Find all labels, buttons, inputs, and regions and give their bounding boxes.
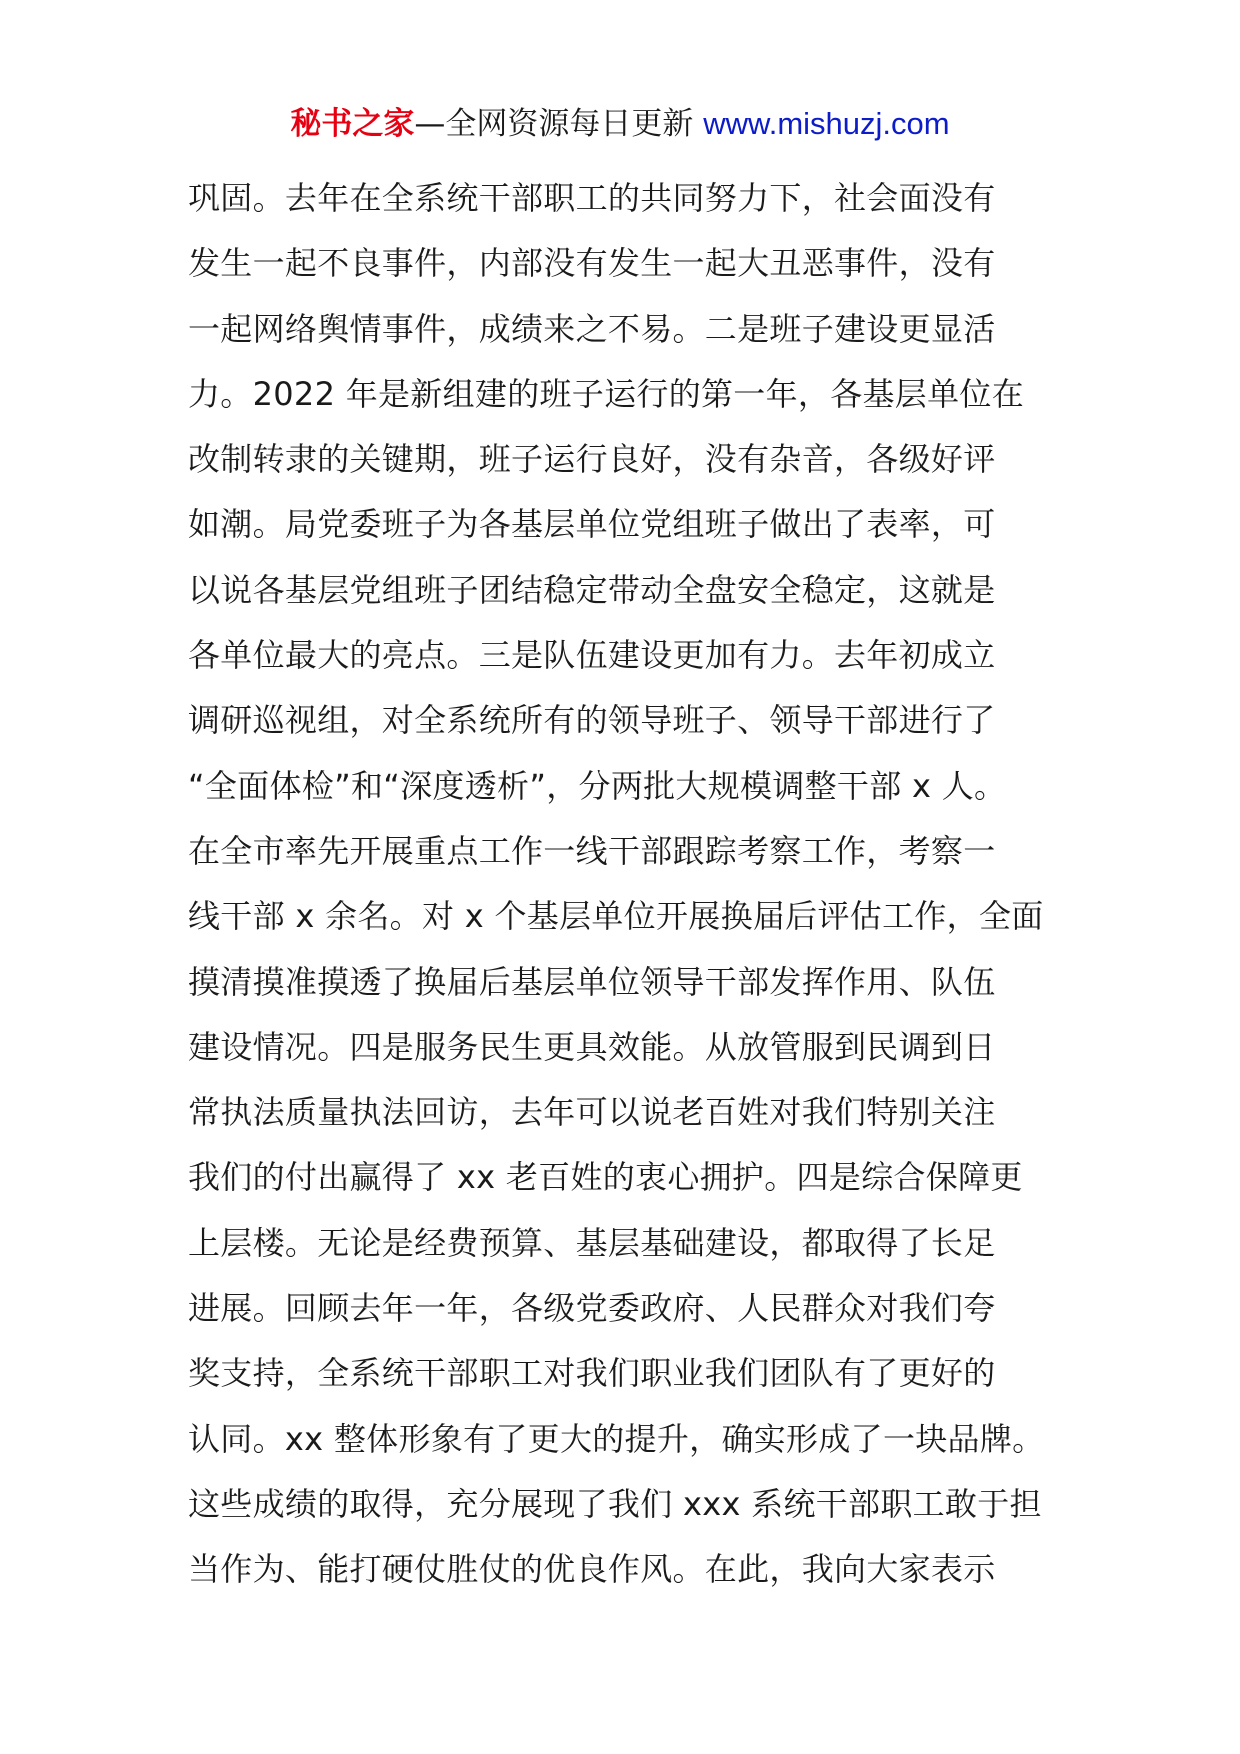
text-line: 调研巡视组，对全系统所有的领导班子、领导干部进行了 [188,701,996,740]
text-line: 改制转隶的关键期，班子运行良好，没有杂音，各级好评 [188,440,996,479]
text-line: 巩固。去年在全系统干部职工的共同努力下，社会面没有 [188,179,996,217]
site-brand: 秘书之家 [290,106,415,142]
site-url-link[interactable]: www.mishuzj.com [703,106,950,141]
text-line: 奖支持，全系统干部职工对我们职业我们团队有了更好的 [188,1354,996,1393]
text-line: “全面体检”和“深度透析”，分两批大规模调整干部 x 人。 [188,766,1007,805]
text-line: 我们的付出赢得了 xx 老百姓的衷心拥护。四是综合保障更 [188,1158,1023,1197]
document-body [188,166,1088,1603]
text-line: 摸清摸准摸透了换届后基层单位领导干部发挥作用、队伍 [188,962,996,1001]
text-line: 以说各基层党组班子团结稳定带动全盘安全稳定，这就是 [188,570,996,609]
text-line: 各单位最大的亮点。三是队伍建设更加有力。去年初成立 [188,636,996,675]
text-line: 在全市率先开展重点工作一线干部跟踪考察工作，考察一 [188,831,996,870]
text-line: 进展。回顾去年一年，各级党委政府、人民群众对我们夸 [188,1289,996,1328]
text-line: 一起网络舆情事件，成绩来之不易。二是班子建设更显活 [188,309,996,348]
text-line: 发生一起不良事件，内部没有发生一起大丑恶事件，没有 [188,244,996,283]
text-line: 线干部 x 余名。对 x 个基层单位开展换届后评估工作，全面 [188,897,1044,936]
page-header [0,104,1240,144]
text-line: 上层楼。无论是经费预算、基层基础建设，都取得了长足 [188,1223,996,1262]
text-line: 常执法质量执法回访，去年可以说老百姓对我们特别关注 [188,1093,996,1132]
text-line: 如潮。局党委班子为各基层单位党组班子做出了表率，可 [188,505,996,544]
site-tagline: —全网资源每日更新 [414,106,704,142]
text-line: 这些成绩的取得，充分展现了我们 xxx 系统干部职工敢于担 [188,1484,1042,1523]
text-line: 建设情况。四是服务民生更具效能。从放管服到民调到日 [188,1027,996,1066]
text-line: 认同。xx 整体形象有了更大的提升，确实形成了一块品牌。 [188,1419,1045,1458]
text-line: 当作为、能打硬仗胜仗的优良作风。在此，我向大家表示 [188,1550,996,1589]
text-line: 力。2022 年是新组建的班子运行的第一年，各基层单位在 [188,374,1025,413]
